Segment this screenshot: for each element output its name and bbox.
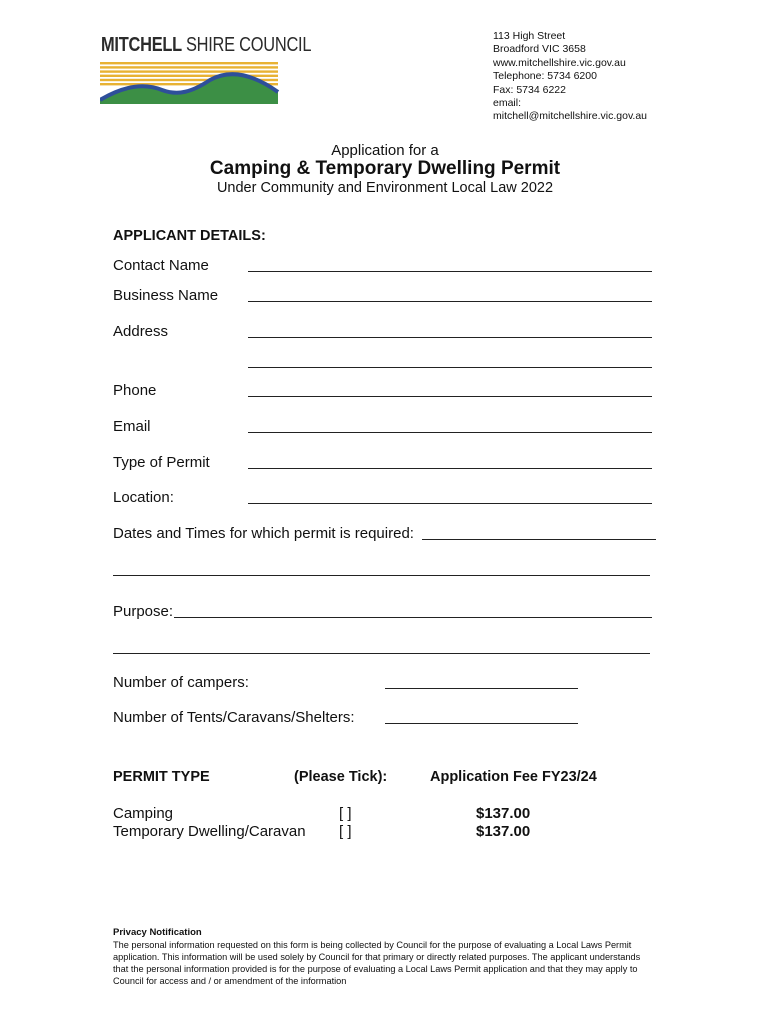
contact-fax: Fax: 5734 6222	[493, 83, 566, 96]
camping-fee: $137.00	[476, 805, 531, 822]
permit-type-heading: PERMIT TYPE	[113, 769, 210, 785]
phone-field[interactable]	[248, 396, 652, 397]
num-tents-field[interactable]	[385, 723, 578, 724]
type-of-permit-field[interactable]	[248, 468, 652, 469]
location-field[interactable]	[248, 503, 652, 504]
email-field[interactable]	[248, 432, 652, 433]
type-of-permit-label: Type of Permit	[113, 454, 210, 471]
dates-times-label: Dates and Times for which permit is required:	[113, 525, 414, 542]
address-field-line2[interactable]	[248, 367, 652, 368]
business-name-label: Business Name	[113, 287, 219, 304]
contact-name-field[interactable]	[248, 271, 652, 272]
logo-bold: MITCHELL	[101, 34, 182, 56]
contact-address-line1: 113 High Street	[493, 30, 566, 42]
contact-address-line2: Broadford VIC 3658	[493, 43, 586, 56]
num-campers-label: Number of campers:	[113, 674, 249, 691]
council-logo-icon	[100, 62, 280, 104]
page-title: Camping & Temporary Dwelling Permit	[209, 158, 561, 179]
contact-name-label: Contact Name	[113, 257, 209, 274]
purpose-field-line2[interactable]	[113, 653, 650, 654]
permit-type-camping: Camping	[113, 805, 174, 822]
please-tick-heading: (Please Tick):	[294, 769, 388, 785]
num-tents-label: Number of Tents/Caravans/Shelters:	[113, 709, 355, 726]
address-label: Address	[113, 323, 169, 340]
contact-telephone: Telephone: 5734 6200	[493, 70, 597, 83]
purpose-label: Purpose:	[113, 603, 174, 620]
dates-times-field-line1[interactable]	[422, 539, 656, 540]
title-intro: Application for a	[331, 142, 439, 159]
permit-type-temporary-dwelling: Temporary Dwelling/Caravan	[113, 823, 306, 840]
dates-times-field-line2[interactable]	[113, 575, 650, 576]
temporary-dwelling-tick-box[interactable]: [ ]	[339, 823, 352, 840]
num-campers-field[interactable]	[385, 688, 578, 689]
title-subtitle: Under Community and Environment Local Law 2022	[216, 180, 554, 196]
camping-tick-box[interactable]: [ ]	[339, 805, 352, 822]
logo-rest: SHIRE COUNCIL	[185, 34, 312, 56]
applicant-details-heading: APPLICANT DETAILS:	[113, 228, 266, 244]
purpose-field-line1[interactable]	[174, 617, 652, 618]
contact-email-label: email:	[493, 97, 522, 110]
privacy-body: The personal information requested on this form is being collected by Council for the purpose of evaluating a Local Laws Permit application. This information will be used solely by Council for that primary or directly related purposes. The applicant understands that the personal information provided is for the purpose of evaluating a Local Laws Permit application and that they may apply to Council for access and / or amendment of the information	[113, 940, 641, 986]
email-label: Email	[113, 418, 151, 435]
temporary-dwelling-fee: $137.00	[476, 823, 531, 840]
contact-website[interactable]: www.mitchellshire.vic.gov.au	[493, 56, 626, 69]
location-label: Location:	[113, 489, 174, 506]
council-logo-text	[101, 34, 311, 57]
application-fee-heading: Application Fee FY23/24	[430, 769, 597, 785]
business-name-field[interactable]	[248, 301, 652, 302]
phone-label: Phone	[113, 382, 157, 399]
contact-email[interactable]: mitchell@mitchellshire.vic.gov.au	[493, 110, 648, 123]
contact-block	[493, 30, 647, 124]
privacy-heading: Privacy Notification	[113, 927, 202, 938]
address-field-line1[interactable]	[248, 337, 652, 338]
